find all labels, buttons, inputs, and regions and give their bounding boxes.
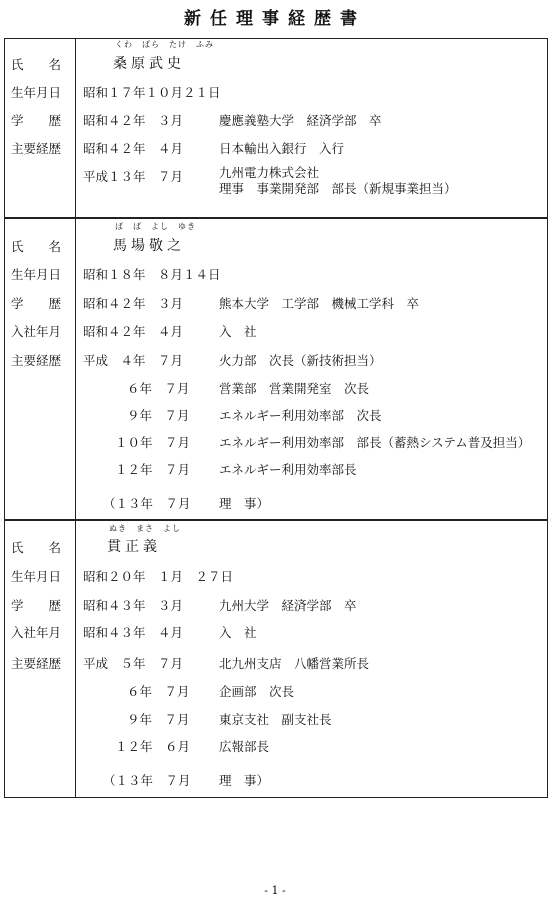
career-date: ９年 ７月	[127, 712, 190, 727]
career-text: 北九州支店 八幡営業所長	[219, 656, 370, 671]
label-education: 学 歴	[11, 598, 62, 613]
career-date: １０年 ７月	[115, 435, 191, 450]
career-text: エネルギー利用効率部長	[219, 462, 357, 477]
career-date: 昭和４２年 ４月	[83, 141, 184, 156]
career-text: 九州電力株式会社	[219, 165, 320, 180]
label-career: 主要経歴	[11, 656, 62, 671]
label-education: 学 歴	[11, 296, 62, 311]
note-date: （１３年 ７月	[103, 496, 191, 511]
join-text: 入 社	[219, 324, 257, 339]
education-text: 慶應義塾大学 経済学部 卒	[219, 113, 382, 128]
career-text: 東京支社 副支社長	[219, 712, 332, 727]
education-date: 昭和４３年 ３月	[83, 598, 184, 613]
career-date: 平成 ５年 ７月	[83, 656, 184, 671]
note-date: （１３年 ７月	[103, 773, 191, 788]
label-birth: 生年月日	[11, 267, 62, 282]
person-name: 桑原武史	[113, 56, 185, 72]
page-number: - 1 -	[264, 884, 286, 897]
label-birth: 生年月日	[11, 569, 62, 584]
person-section-3	[4, 520, 548, 798]
education-text: 九州大学 経済学部 卒	[219, 598, 357, 613]
career-date: 平成１３年 ７月	[83, 169, 184, 184]
career-date: 平成 ４年 ７月	[83, 353, 184, 368]
note-text: 理 事）	[219, 496, 270, 511]
career-text: 日本輸出入銀行 入行	[219, 141, 345, 156]
name-ruby: ぬき まさ よし	[109, 524, 181, 533]
career-text: 営業部 営業開発室 次長	[219, 381, 370, 396]
person-section-2	[4, 218, 548, 520]
name-ruby: ば ば よし ゆき	[115, 222, 196, 231]
career-date: １２年 ７月	[115, 462, 191, 477]
birth-date: 昭和１８年 ８月１４日	[83, 267, 221, 282]
career-date: ６年 ７月	[127, 381, 190, 396]
career-date: ９年 ７月	[127, 408, 190, 423]
label-name: 氏 名	[11, 239, 62, 254]
join-text: 入 社	[219, 625, 257, 640]
label-join: 入社年月	[11, 625, 62, 640]
career-text: 企画部 次長	[219, 684, 295, 699]
career-text: 広報部長	[219, 739, 270, 754]
education-date: 昭和４２年 ３月	[83, 113, 184, 128]
column-divider	[75, 39, 76, 217]
label-name: 氏 名	[11, 57, 62, 72]
career-text: エネルギー利用効率部 部長（蓄熱システム普及担当）	[219, 435, 531, 450]
label-join: 入社年月	[11, 324, 62, 339]
join-date: 昭和４２年 ４月	[83, 324, 184, 339]
label-birth: 生年月日	[11, 85, 62, 100]
column-divider	[75, 219, 76, 519]
column-divider	[75, 521, 76, 797]
person-name: 馬場敬之	[113, 238, 185, 254]
career-date: ６年 ７月	[127, 684, 190, 699]
education-text: 熊本大学 工学部 機械工学科 卒	[219, 296, 420, 311]
career-text-line2: 理事 事業開発部 部長（新規事業担当）	[219, 181, 457, 196]
label-name: 氏 名	[11, 540, 62, 555]
birth-date: 昭和２０年 １月 ２７日	[83, 569, 234, 584]
career-text: エネルギー利用効率部 次長	[219, 408, 382, 423]
person-section-1	[4, 38, 548, 218]
career-date: １２年 ６月	[115, 739, 191, 754]
join-date: 昭和４３年 ４月	[83, 625, 184, 640]
career-text: 火力部 次長（新技術担当）	[219, 353, 382, 368]
label-education: 学 歴	[11, 113, 62, 128]
note-text: 理 事）	[219, 773, 270, 788]
label-career: 主要経歴	[11, 353, 62, 368]
page-title: 新任理事経歴書	[184, 9, 366, 29]
name-ruby: くわ ばら たけ ふみ	[115, 40, 214, 49]
label-career: 主要経歴	[11, 141, 62, 156]
education-date: 昭和４２年 ３月	[83, 296, 184, 311]
birth-date: 昭和１７年１０月２１日	[83, 85, 221, 100]
person-name: 貫正義	[107, 539, 161, 555]
